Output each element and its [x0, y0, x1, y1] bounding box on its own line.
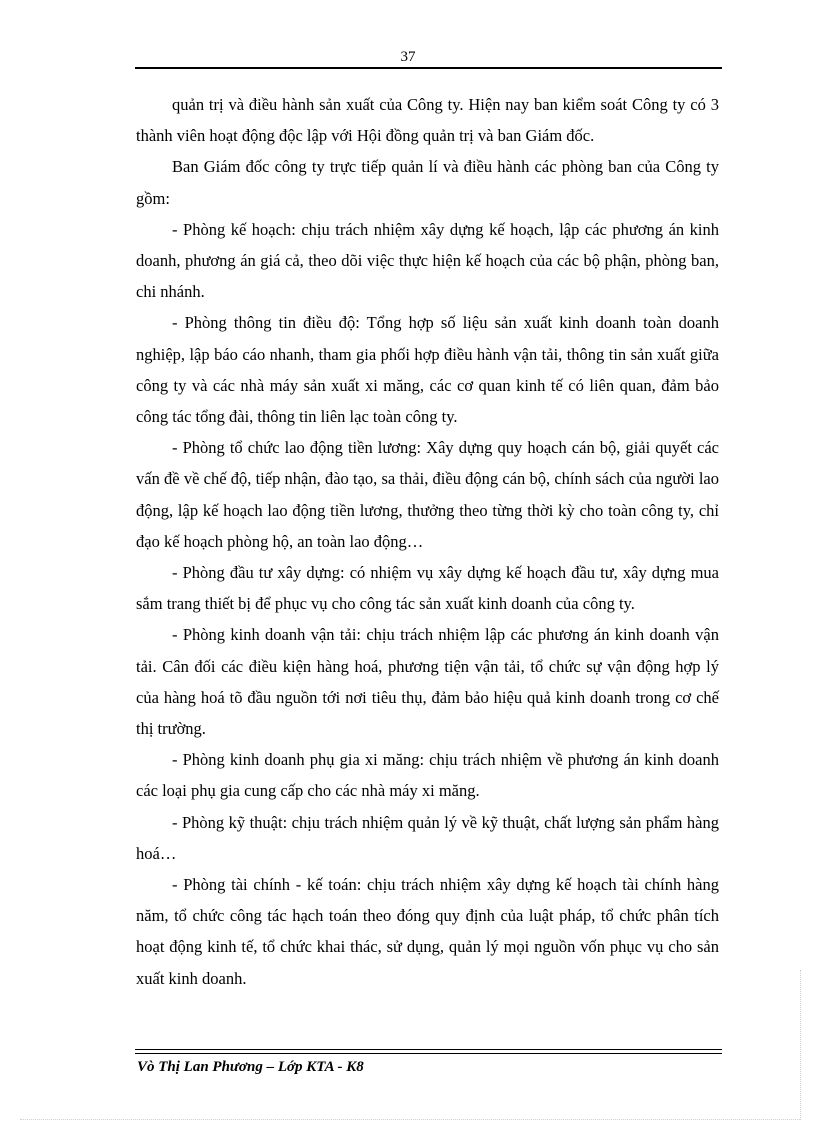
paragraph-finance-department: - Phòng tài chính - kế toán: chịu trách nhiệm xây dựng kế hoạch tài chính hàng năm, tổ chức công tác hạch toán theo đóng quy định của luật pháp, tổ chức phân tích hoạt động kinh tế, tổ chức khai thác, sử dụng, quản lý mọi nguồn vốn phục vụ cho sản xuất kinh doanh.	[136, 875, 719, 988]
page-number: 37	[400, 49, 416, 65]
header-rule	[135, 67, 722, 69]
footer-author: Vò Thị Lan Phương – Lớp KTA - K8	[137, 1059, 364, 1075]
paragraph-transport-department: - Phòng kinh doanh vận tải: chịu trách nhiệm lập các phương án kinh doanh vận tải. Cân đối các điều kiện hàng hoá, phương tiện vận tải, tổ chức sự vận động hợp lý của hàng hoá tõ đầu nguồn tới nơi tiêu thụ, đảm bảo hiệu quả kinh doanh trong cơ chế thị trường.	[136, 625, 719, 739]
paragraph-hr-department: - Phòng tổ chức lao động tiền lương: Xây dựng quy hoạch cán bộ, giải quyết các vấn đề về chế độ, tiếp nhận, đào tạo, sa thải, điều động cán bộ, chính sách của người lao động, lập kế hoạch lao động tiền lương, thưởng theo từng thời kỳ cho toàn công ty, chỉ đạo kế hoạch phòng hộ, an toàn lao động…	[136, 438, 719, 551]
page-edge-dots-right	[800, 970, 801, 1120]
paragraph-dispatch-department: - Phòng thông tin điều độ: Tổng hợp số liệu sản xuất kinh doanh toàn doanh nghiệp, lập báo cáo nhanh, tham gia phối hợp điều hành vận tải, thông tin sản xuất giữa công ty và các nhà máy sản xuất xi măng, các cơ quan kinh tế có liên quan, đảm bảo công tác tổng đài, thông tin liên lạc toàn công ty.	[136, 313, 719, 427]
paragraph-board-of-supervisors: quản trị và điều hành sản xuất của Công ty. Hiện nay ban kiểm soát Công ty có 3 thành viên hoạt động độc lập với Hội đồng quản trị và ban Giám đốc.	[136, 95, 719, 146]
document-body	[136, 89, 719, 994]
page-edge-dots-bottom	[20, 1119, 800, 1120]
paragraph-technical-department: - Phòng kỹ thuật: chịu trách nhiệm quản lý về kỹ thuật, chất lượng sản phẩm hàng hoá…	[136, 812, 719, 863]
paragraph-additives-department: - Phòng kinh doanh phụ gia xi măng: chịu trách nhiệm về phương án kinh doanh các loại phụ gia cung cấp cho các nhà máy xi măng.	[136, 750, 719, 801]
footer-rule	[135, 1049, 722, 1054]
paragraph-investment-department: - Phòng đầu tư xây dựng: có nhiệm vụ xây dựng kế hoạch đầu tư, xây dựng mua sắm trang thiết bị để phục vụ cho công tác sản xuất kinh doanh của công ty.	[136, 563, 719, 614]
paragraph-board-of-directors: Ban Giám đốc công ty trực tiếp quản lí và điều hành các phòng ban của Công ty gồm:	[136, 157, 719, 208]
paragraph-planning-department: - Phòng kế hoạch: chịu trách nhiệm xây dựng kế hoạch, lập các phương án kinh doanh, phương án giá cả, theo dõi việc thực hiện kế hoạch của các bộ phận, phòng ban, chi nhánh.	[136, 219, 719, 302]
